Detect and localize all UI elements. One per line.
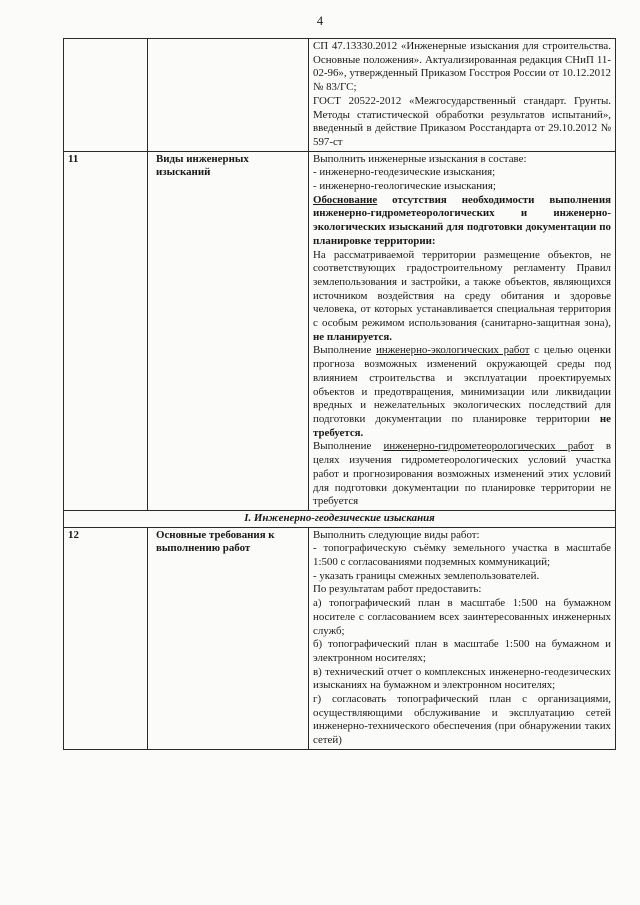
justification-label: Обоснование — [313, 193, 378, 206]
paragraph-text: Выполнение — [313, 344, 377, 357]
justification-text: отсутствия необходимости выполнения инженерно-гидрометеорологических и инженерно-экологических изысканий для подготовки документации по планировке территории: — [313, 193, 611, 247]
section-heading: I. Инженерно-геодезические изыскания — [64, 510, 616, 527]
paragraph-ecology — [313, 344, 611, 440]
row-title: Основные требования к выполнению работ — [148, 527, 309, 749]
list-item: б) топографический план в масштабе 1:500 на бумажном и электронном носителях; — [313, 638, 611, 664]
paragraph-text: На рассматриваемой территории размещение объектов, не соответствующих градостроительному регламенту Правил землепользования и застройки, а также объектов, являющихся источником воздействия на среду обитания и здоровье человека, от которых устанавливается специальная территория с особым режимом использования (санитарно-защитная зона), — [313, 248, 611, 330]
row-number: 11 — [64, 151, 148, 510]
paragraph-hydrometeorology — [313, 440, 611, 509]
list-item: а) топографический план в масштабе 1:500 на бумажном носителе с согласованием всех заинтересованных инженерных служб; — [313, 597, 611, 637]
table-row-12 — [64, 527, 616, 749]
justification-paragraph — [313, 194, 611, 249]
table-row-11 — [64, 151, 616, 510]
cell-number-empty — [64, 39, 148, 152]
underlined-term: инженерно-гидрометеорологических работ — [383, 440, 594, 453]
paragraph-conclusion: не требуется. — [313, 412, 611, 439]
list-item: г) согласовать топографический план с организациями, осуществляющими обслуживание и эксплуатацию сетей инженерно-технического обеспечения (при обнаружении таких сетей) — [313, 693, 611, 747]
paragraph-text: Выполнение — [313, 440, 384, 453]
list-item: - указать границы смежных землепользователей. — [313, 569, 540, 582]
paragraph-objects — [313, 249, 611, 345]
standard-gost20522: ГОСТ 20522-2012 «Межгосударственный стандарт. Грунты. Методы статистической обработки результатов испытаний», введенный в действие Приказом Росстандарта от 29.10.2012 № 597-ст — [313, 94, 611, 148]
paragraph-text: с целью оценки прогноза возможных изменений окружающей среды под влиянием строительства и эксплуатации проектируемых объектов и предотвращения, минимизации или ликвидации вредных и нежелательных экологических последствий для подготовки документации по планировке территории — [313, 344, 611, 425]
underlined-term: инженерно-экологических работ — [376, 344, 530, 357]
list-item: - инженерно-геологические изыскания; — [313, 180, 496, 193]
list-item: в) технический отчет о комплексных инженерно-геодезических изысканиях на бумажном и электронном носителях; — [313, 665, 611, 692]
paragraph-text: в целях изучения гидрометеорологических условий участка работ и прогнозирования возможных изменений этих условий для подготовки документации по планировке территории не требуется — [313, 440, 611, 508]
requirements-table — [63, 38, 616, 750]
cell-content — [309, 151, 616, 510]
row-number: 12 — [64, 527, 148, 749]
list-item: Выполнить следующие виды работ: — [313, 528, 480, 541]
list-item: По результатам работ предоставить: — [313, 583, 482, 596]
cell-title-empty — [148, 39, 309, 152]
row-title: Виды инженерных изысканий — [148, 151, 309, 510]
page-number: 4 — [316, 14, 324, 28]
section-heading-row — [64, 510, 616, 527]
table-row-continuation — [64, 39, 616, 152]
cell-content — [309, 527, 616, 749]
list-item: - топографическую съёмку земельного участка в масштабе 1:500 с согласованиями подземных коммуникаций; — [313, 542, 611, 569]
cell-content — [309, 39, 616, 152]
paragraph-conclusion: не планируется. — [313, 330, 392, 343]
standard-sp47: СП 47.13330.2012 «Инженерные изыскания для строительства. Основные положения». Актуализированная редакция СНиП 11-02-96», утвержденный Приказом Госстроя России от 10.12.2012 № 83/ГС; — [313, 40, 611, 94]
intro-text: Выполнить инженерные изыскания в составе: — [313, 152, 527, 165]
list-item: - инженерно-геодезические изыскания; — [313, 166, 496, 179]
